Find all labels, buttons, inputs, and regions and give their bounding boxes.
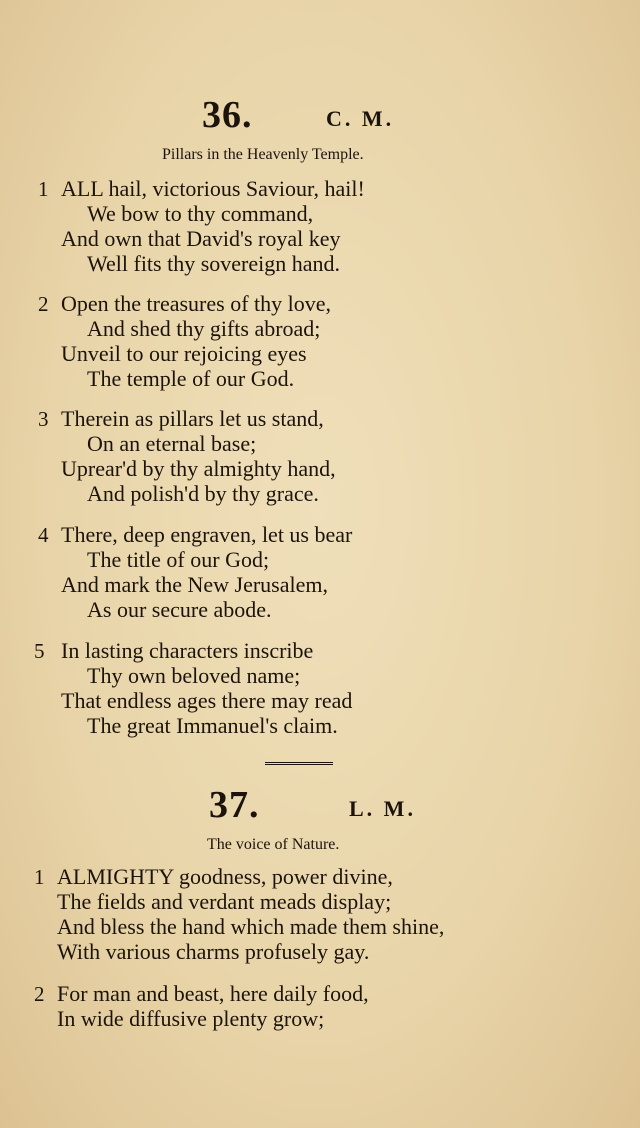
hymn-37-header xyxy=(0,786,640,836)
verse-line: ALMIGHTY goodness, power divine, xyxy=(57,864,393,889)
verse-number: 2 xyxy=(34,982,45,1006)
hymn-number: 37. xyxy=(209,784,260,826)
verse-line: And own that David's royal key xyxy=(61,226,341,251)
verse-line: As our secure abode. xyxy=(87,597,272,622)
verse-line: With various charms profusely gay. xyxy=(57,939,370,964)
verse-number: 3 xyxy=(38,407,49,431)
verse-line: For man and beast, here daily food, xyxy=(57,981,369,1006)
verse-number: 4 xyxy=(38,523,49,547)
verse-line: We bow to thy command, xyxy=(87,201,314,226)
verse-line: The title of our God; xyxy=(87,547,270,572)
verse-line: And polish'd by thy grace. xyxy=(87,481,319,506)
verse-line: Unveil to our rejoicing eyes xyxy=(61,341,307,366)
verse-line: In lasting characters inscribe xyxy=(61,638,314,663)
verse-line: The temple of our God. xyxy=(87,366,295,391)
verse-line: In wide diffusive plenty grow; xyxy=(57,1006,325,1031)
hymn-title: Pillars in the Heavenly Temple. xyxy=(162,146,364,163)
verse-line: Open the treasures of thy love, xyxy=(61,291,332,316)
hymn-meter: C. M. xyxy=(326,106,395,131)
section-divider xyxy=(265,762,333,765)
hymn-meter: L. M. xyxy=(349,796,416,821)
verse-number: 2 xyxy=(38,292,49,316)
verse-number: 5 xyxy=(34,639,45,663)
verse-line: On an eternal base; xyxy=(87,431,257,456)
verse-line: The fields and verdant meads display; xyxy=(57,889,392,914)
verse-line: And bless the hand which made them shine, xyxy=(57,914,445,939)
hymn-number: 36. xyxy=(202,94,253,136)
verse-line: There, deep engraven, let us bear xyxy=(61,522,353,547)
hymn-36-header xyxy=(0,96,640,146)
verse-line: Thy own beloved name; xyxy=(87,663,301,688)
verse-line: Uprear'd by thy almighty hand, xyxy=(61,456,336,481)
hymn-title: The voice of Nature. xyxy=(207,836,340,853)
verse-number: 1 xyxy=(38,177,49,201)
verse-line: ALL hail, victorious Saviour, hail! xyxy=(61,176,365,201)
verse-number: 1 xyxy=(34,865,45,889)
verse-line: And mark the New Jerusalem, xyxy=(61,572,328,597)
verse-line: Well fits thy sovereign hand. xyxy=(87,251,341,276)
verse-line: The great Immanuel's claim. xyxy=(87,713,338,738)
verse-line: That endless ages there may read xyxy=(61,688,353,713)
verse-line: Therein as pillars let us stand, xyxy=(61,406,324,431)
verse-line: And shed thy gifts abroad; xyxy=(87,316,321,341)
